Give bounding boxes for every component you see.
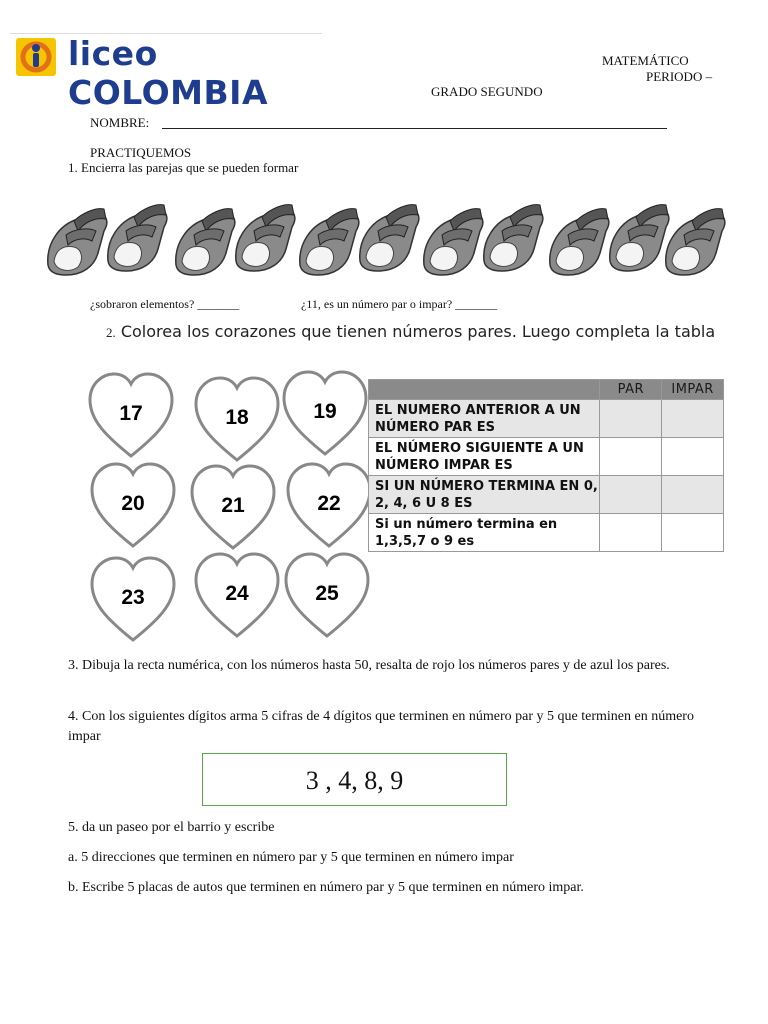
table-row [369,514,724,552]
cell-impar[interactable] [662,514,724,552]
cell-par[interactable] [600,514,662,552]
grade-label: GRADO SEGUNDO [431,84,543,99]
sandal-icon[interactable] [176,209,235,275]
heart-17[interactable] [90,374,172,456]
hearts-grid [84,368,374,648]
heart-25[interactable] [286,554,368,636]
heart-number: 18 [225,406,249,429]
sandal-icon[interactable] [550,209,609,275]
heart-number: 19 [313,400,337,423]
q5-text: 5. da un paseo por el barrio y escribe [68,820,275,835]
cell-par[interactable] [600,400,662,438]
q4-text: 4. Con los siguientes dígitos arma 5 cifras de 4 dígitos que terminen en número par y 5 que terminen en número impar [68,709,694,744]
digits-value: 3 , 4, 8, 9 [305,766,404,795]
q5-a: a. 5 direcciones que terminen en número par y 5 que terminen en número impar [68,850,514,865]
heart-20[interactable] [92,464,174,546]
heart-number: 23 [121,586,145,609]
q5-b: b. Escribe 5 placas de autos que terminen en número par y 5 que terminen en número impar. [68,880,584,895]
heart-24[interactable] [196,554,278,636]
logo-text: liceo COLOMBIA [68,34,268,112]
q2-number: 2. [106,325,116,340]
name-underline[interactable] [162,128,667,129]
parity-table [368,379,724,552]
heart-number: 21 [221,494,245,517]
table-row [369,438,724,476]
sandal-icon[interactable] [424,209,483,275]
row-label: SI UN NÚMERO TERMINA EN 0, 2, 4, 6 U 8 ES [369,476,600,514]
heart-number: 25 [315,582,339,605]
logo-banner [10,33,322,112]
sandal-icon[interactable] [108,205,167,271]
sandal-icon[interactable] [610,205,669,271]
subject-label: MATEMÁTICO [602,53,689,68]
heart-22[interactable] [288,464,370,546]
cell-impar[interactable] [662,400,724,438]
section-title: PRACTIQUEMOS [90,145,192,160]
heart-number: 17 [119,402,143,425]
heart-23[interactable] [92,558,174,640]
table-header-row [369,380,724,400]
cell-par[interactable] [600,476,662,514]
cell-impar[interactable] [662,476,724,514]
table-row [369,400,724,438]
col-par: PAR [600,380,662,400]
heart-number: 24 [225,582,249,605]
heart-number: 22 [317,492,341,515]
heart-number: 20 [121,492,145,515]
sandal-icon[interactable] [236,205,295,271]
sandal-icon[interactable] [484,205,543,271]
logo-icon [14,36,60,78]
row-label: Si un número termina en 1,3,5,7 o 9 es [369,514,600,552]
heart-19[interactable] [284,372,366,454]
cell-par[interactable] [600,438,662,476]
digits-box [202,753,507,806]
cell-impar[interactable] [662,438,724,476]
col-impar: IMPAR [662,380,724,400]
sandal-icon[interactable] [360,205,419,271]
row-label: EL NUMERO ANTERIOR A UN NÚMERO PAR ES [369,400,600,438]
table-row [369,476,724,514]
period-label: PERIODO – [646,69,713,84]
q1-question-b: ¿11, es un número par o impar? _______ [301,297,498,311]
heart-18[interactable] [196,378,278,460]
q3-text: 3. Dibuja la recta numérica, con los números hasta 50, resalta de rojo los números pares y de azul los pares. [68,658,670,673]
name-label: NOMBRE: [90,115,150,130]
q1-question-a: ¿sobraron elementos? _______ [90,297,240,311]
row-label: EL NÚMERO SIGUIENTE A UN NÚMERO IMPAR ES [369,438,600,476]
table-header-blank [369,380,600,400]
heart-21[interactable] [192,466,274,548]
sandal-icon[interactable] [300,209,359,275]
sandal-icon[interactable] [48,209,107,275]
sandals-row [40,195,730,285]
q1-instruction: 1. Encierra las parejas que se pueden formar [68,160,299,175]
q2-text: Colorea los corazones que tienen números pares. Luego completa la tabla [120,322,716,341]
name-field [90,115,149,131]
q2-instruction [86,322,726,343]
sandal-icon[interactable] [666,209,725,275]
